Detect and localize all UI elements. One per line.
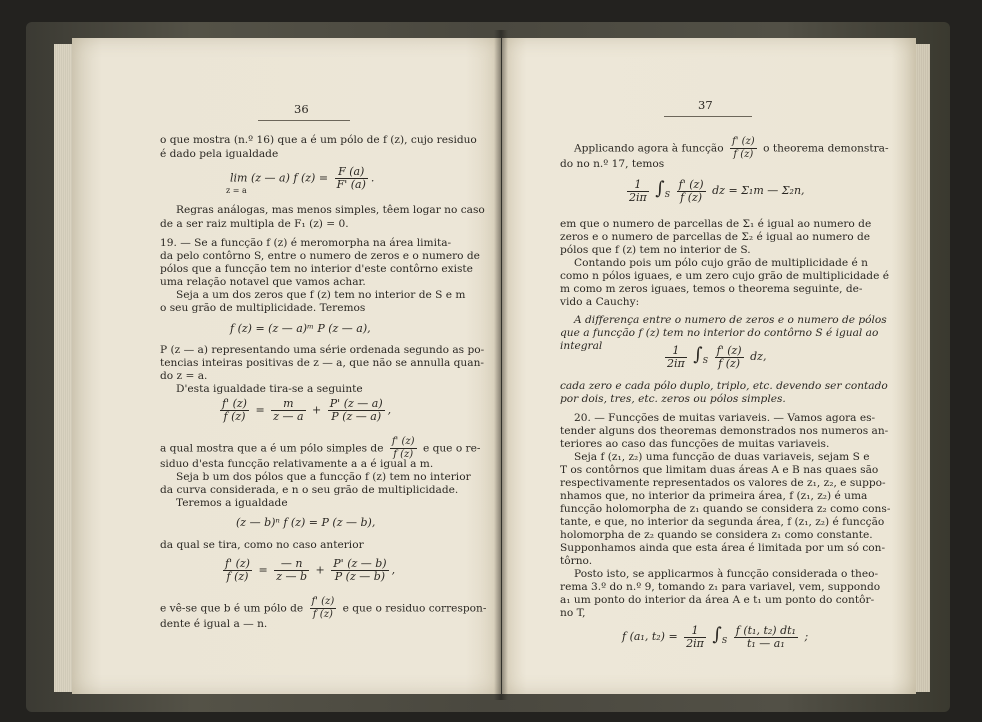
limit-expression: lim (z — a) f (z) = (230, 171, 329, 185)
left-page (72, 38, 501, 694)
text-line: vido a Cauchy: (560, 296, 640, 308)
text-line: como n pólos iguaes, e um zero cujo grão de multiplicidade é (560, 270, 889, 282)
text-line: Supponhamos ainda que esta área é limitada por um só con- (560, 542, 886, 554)
text-line: o que mostra (n.º 16) que a é um pólo de f (z), cujo residuo (160, 134, 477, 146)
theorem-line: A differença entre o numero de zeros e o numero de pólos (574, 314, 887, 326)
text-line: tante, e que, no interior da segunda área, f (z₁, z₂) é funcção (560, 516, 885, 528)
text-line: tencias inteiras positivas de z — a, que não se annulla quan- (160, 357, 484, 369)
text-line: T os contôrnos que limitam duas áreas A e B nas quaes são (560, 464, 879, 476)
left-page-edges (54, 44, 74, 692)
equation-pole: (z — b)ⁿ f (z) = P (z — b), (236, 516, 376, 529)
right-page-number: 37 (698, 98, 713, 112)
section-19-line: 19. — Se a funcção f (z) é meromorpha na área limita- (160, 237, 452, 249)
text-line: da qual se tira, como no caso anterior (160, 539, 364, 551)
section-20-line: 20. — Funcções de muitas variaveis. — Vamos agora es- (574, 412, 876, 424)
text-line: Seja b um dos pólos que a funcção f (z) tem no interior (176, 471, 471, 483)
theorem-line: por dois, tres, etc. zeros ou pólos simples. (560, 393, 786, 405)
text-line: Applicando agora à funcção $\frac{f' (z)}{f (z)}$ o theorema demonstra- (574, 136, 889, 160)
header-rule (258, 120, 350, 121)
right-page (502, 38, 916, 694)
text-line: Contando pois um pólo cujo grão de multiplicidade é n (574, 257, 868, 269)
text-line: a₁ um ponto do interior da área A e t₁ um ponto do contôr- (560, 594, 875, 606)
text-line: Regras análogas, mas menos simples, têem logar no caso (176, 204, 485, 216)
theorem-line: cada zero e cada pólo duplo, triplo, etc. devendo ser contado (560, 380, 888, 392)
text-line: Seja f (z₁, z₂) uma funcção de duas variaveis, sejam S e (574, 451, 870, 463)
text-line: do z = a. (160, 370, 208, 382)
equation-limit: lim (z — a) f (z) = $\frac{F (a)}{F' (a)}$ . (230, 165, 375, 191)
text-line: de a ser raiz multipla de F₁ (z) = 0. (160, 218, 349, 230)
text-line: a qual mostra que a é um pólo simples de $\frac{f' (z)}{f (z)}$ e que o re- (160, 436, 481, 460)
equation-zero: f (z) = (z — a)ᵐ P (z — a), (230, 322, 371, 335)
right-page-edges (914, 44, 930, 692)
text-line: uma relação notavel que vamos achar. (160, 276, 366, 288)
text-line: é dado pela igualdade (160, 148, 279, 160)
text-line: m como m zeros iguaes, temos o theorema seguinte, de- (560, 283, 863, 295)
text-line: nhamos que, no interior da primeira área, f (z₁, z₂) é uma (560, 490, 868, 502)
left-page-number: 36 (294, 102, 309, 116)
text-line: da pelo contôrno S, entre o numero de zeros e o numero de (160, 250, 480, 262)
equation-pole-derivative: $\frac{f' (z)}{f (z)}$ = $\frac{— n}{z — b}$ + $\frac{P' (z — b)}{P (z — b)}$ , (225, 557, 396, 583)
text-line: pólos que f (z) tem no interior de S. (560, 244, 751, 256)
book-gutter (494, 30, 508, 700)
text-line: funcção holomorpha de z₁ quando se considera z₂ como cons- (560, 503, 891, 515)
text-line: teriores ao caso das funcções de muitas variaveis. (560, 438, 830, 450)
text-line: pólos que a funcção tem no interior d'este contôrno existe (160, 263, 473, 275)
text-line: do no n.º 17, temos (560, 158, 665, 170)
text-line: respectivamente representados os valores de z₁, z₂, e suppo- (560, 477, 886, 489)
text-line: rema 3.º do n.º 9, tomando z₁ para variavel, vem, suppondo (560, 581, 881, 593)
text-line: Posto isto, se applicarmos à funcção considerada o theo- (574, 568, 879, 580)
text-line: tender alguns dos theoremas demonstrados nos numeros an- (560, 425, 889, 437)
theorem-line: que a funcção f (z) tem no interior do contôrno S é igual ao (560, 327, 879, 339)
theorem-line: integral (560, 340, 603, 352)
text-line: dente é igual a — n. (160, 618, 268, 630)
text-line: em que o numero de parcellas de Σ₁ é igual ao numero de (560, 218, 872, 230)
text-line: no T, (560, 607, 586, 619)
text-line: zeros e o numero de parcellas de Σ₂ é igual ao numero de (560, 231, 871, 243)
text-line: o seu grão de multiplicidade. Teremos (160, 302, 366, 314)
header-rule (664, 116, 752, 117)
equation-sum: $\frac{1}{2i\pi}$ $\int_S$ $\frac{f' (z)}{f (z)}$ dz = Σ₁m — Σ₂n, (629, 177, 805, 204)
limit-fraction: $\frac{F (a)}{F' (a)}$ (336, 165, 366, 191)
text-line: holomorpha de z₂ quando se considera z₁ como constante. (560, 529, 873, 541)
text-line: D'esta igualdade tira-se a seguinte (176, 383, 363, 395)
text-line: siduo d'esta funcção relativamente a a é igual a m. (160, 458, 434, 470)
text-line: tôrno. (560, 555, 593, 567)
limit-subscript: z = a (226, 186, 247, 195)
equation-log-derivative: $\frac{f' (z)}{f (z)}$ = $\frac{m}{z — a}$ + $\frac{P' (z — a)}{P (z — a)}$ , (222, 397, 392, 423)
text-line: P (z — a) representando uma série ordenada segundo as po- (160, 344, 485, 356)
equation-cauchy-two-variables: f (a₁, t₂) = $\frac{1}{2i\pi}$ $\int_S$ $\frac{\text{f (t₁, t₂) dt₁}}{\text{t₁ — a₁}}$ ; (622, 623, 809, 650)
text-line: da curva considerada, e n o seu grão de multiplicidade. (160, 484, 459, 496)
equation-integral: $\frac{1}{2i\pi}$ $\int_S$ $\frac{f' (z)}{f (z)}$ dz, (667, 343, 767, 370)
text-line: e vê-se que b é um pólo de $\frac{f' (z)}{f (z)}$ e que o residuo correspon- (160, 596, 487, 620)
text-line: Teremos a igualdade (176, 497, 288, 509)
text-line: Seja a um dos zeros que f (z) tem no interior de S e m (176, 289, 466, 301)
